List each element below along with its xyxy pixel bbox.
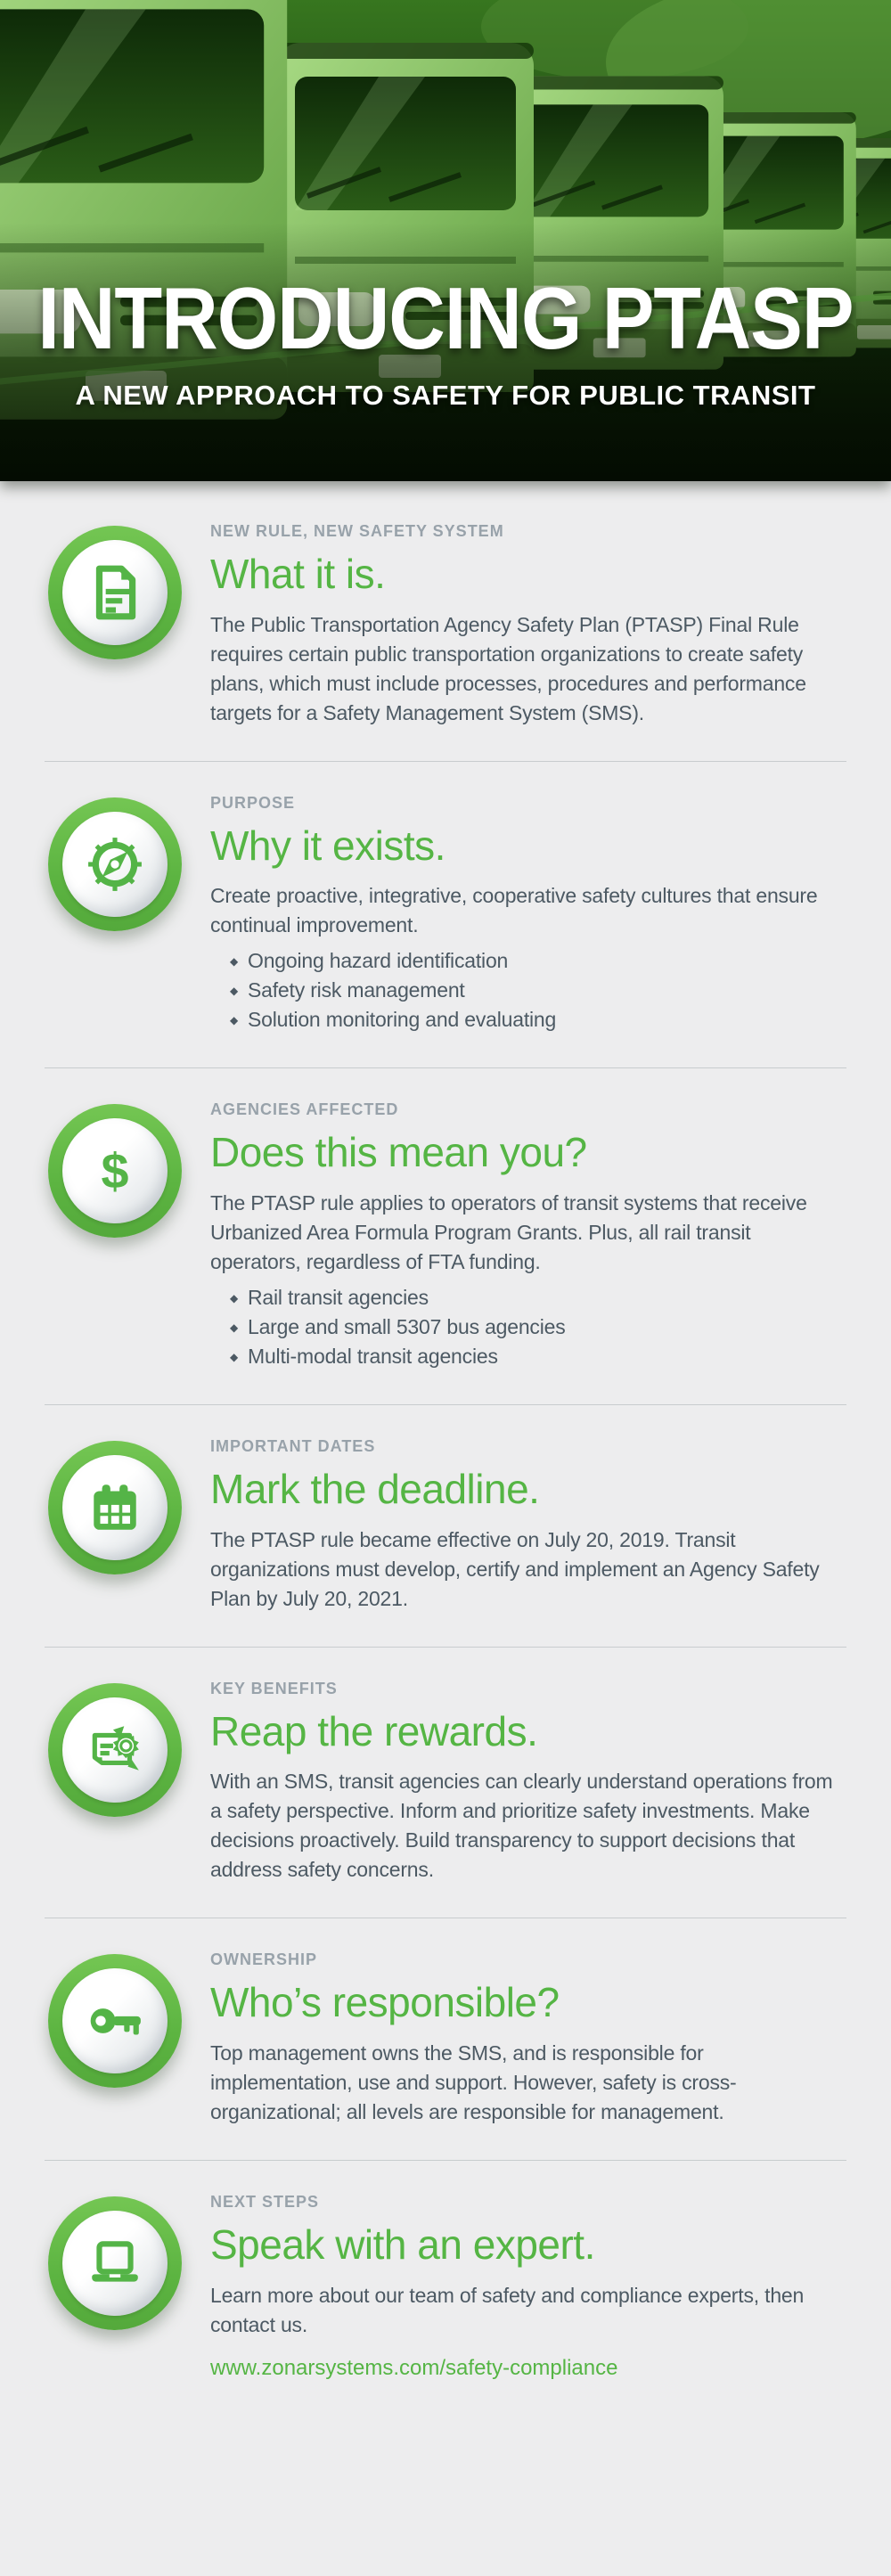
section-heading: Who’s responsible? [210, 1979, 560, 2026]
section-eyebrow: OWNERSHIP [210, 1950, 318, 1969]
section-heading: Mark the deadline. [210, 1466, 540, 1513]
icon-column [48, 1949, 210, 2088]
text-column [210, 1099, 843, 1371]
bullet-item: ◆ Rail transit agencies [230, 1283, 843, 1313]
section-heading: What it is. [210, 551, 386, 597]
certificate-award-icon [48, 1683, 182, 1817]
sections-list [0, 481, 891, 2470]
section-eyebrow: IMPORTANT DATES [210, 1437, 376, 1456]
section-body: Create proactive, integrative, cooperative safety cultures that ensure continual improvement. [210, 884, 818, 937]
section-eyebrow: KEY BENEFITS [210, 1679, 338, 1697]
section-heading: Why it exists. [210, 822, 446, 869]
document-icon [48, 526, 182, 659]
icon-column [48, 1435, 210, 1574]
hero-banner [0, 0, 891, 481]
section-body: The Public Transportation Agency Safety Plan (PTASP) Final Rule requires certain public transportation organizations to create safety plans, which must include processes, procedures and performance targets for a Safety Management System (SMS). [210, 612, 806, 724]
calendar-icon [48, 1441, 182, 1574]
section-eyebrow: NEXT STEPS [210, 2193, 320, 2212]
text-column [210, 1949, 843, 2127]
section-body: Top management owns the SMS, and is responsible for implementation, use and support. However, safety is cross-organizational; all levels are responsible for management. [210, 2041, 737, 2124]
icon-column [48, 1678, 210, 1817]
text-column [210, 2191, 843, 2381]
hero-title: INTRODUCING PTASP [37, 268, 854, 368]
safety-compliance-link[interactable]: www.zonarsystems.com/safety-compliance [210, 2355, 618, 2380]
bullet-item: ◆ Large and small 5307 bus agencies [230, 1313, 843, 1342]
key-icon [48, 1954, 182, 2088]
section-heading: Does this mean you? [210, 1129, 587, 1176]
section-mark-the-deadline [0, 1405, 891, 1648]
dollar-icon [48, 1104, 182, 1238]
section-why-it-exists [0, 762, 891, 1069]
icon-column [48, 520, 210, 659]
text-column [210, 520, 843, 728]
bullet-item: ◆ Ongoing hazard identification [230, 946, 843, 976]
icon-column [48, 792, 210, 931]
section-does-this-mean-you [0, 1068, 891, 1405]
section-eyebrow: PURPOSE [210, 793, 296, 812]
svg-text:$: $ [101, 1143, 129, 1199]
section-speak-with-expert [0, 2161, 891, 2470]
compass-icon [48, 797, 182, 931]
section-eyebrow: NEW RULE, NEW SAFETY SYSTEM [210, 522, 504, 540]
icon-column [48, 2191, 210, 2330]
section-whos-responsible [0, 1918, 891, 2161]
bullet-item: ◆ Safety risk management [230, 976, 843, 1005]
section-heading: Reap the rewards. [210, 1707, 538, 1754]
text-column [210, 1435, 843, 1614]
section-body: The PTASP rule applies to operators of transit systems that receive Urbanized Area Formula Program Grants. Plus, all rail transit operators, regardless of FTA funding. [210, 1191, 807, 1274]
icon-column [48, 1099, 210, 1238]
section-eyebrow: AGENCIES AFFECTED [210, 1100, 399, 1119]
text-column [210, 1678, 843, 1885]
laptop-icon [48, 2196, 182, 2330]
section-body: The PTASP rule became effective on July 20, 2019. Transit organizations must develop, certify and implement an Agency Safety Plan by July 20, 2021. [210, 1527, 820, 1610]
section-body: With an SMS, transit agencies can clearly understand operations from a safety perspective. Inform and prioritize safety investments. Make decisions proactively. Build transparency to support decisions that address safety concerns. [210, 1770, 833, 1882]
bullet-item: ◆ Multi-modal transit agencies [230, 1342, 843, 1371]
bullet-list [210, 1283, 843, 1371]
hero-text-block [0, 268, 891, 412]
bullet-item: ◆ Solution monitoring and evaluating [230, 1005, 843, 1034]
bullet-list [210, 946, 843, 1034]
text-column [210, 792, 843, 1035]
hero-subtitle: A NEW APPROACH TO SAFETY FOR PUBLIC TRANSIT [75, 380, 816, 411]
section-reap-the-rewards [0, 1648, 891, 1919]
section-heading: Speak with an expert. [210, 2221, 595, 2269]
section-body: Learn more about our team of safety and compliance experts, then contact us. [210, 2283, 805, 2336]
section-what-it-is [0, 481, 891, 762]
